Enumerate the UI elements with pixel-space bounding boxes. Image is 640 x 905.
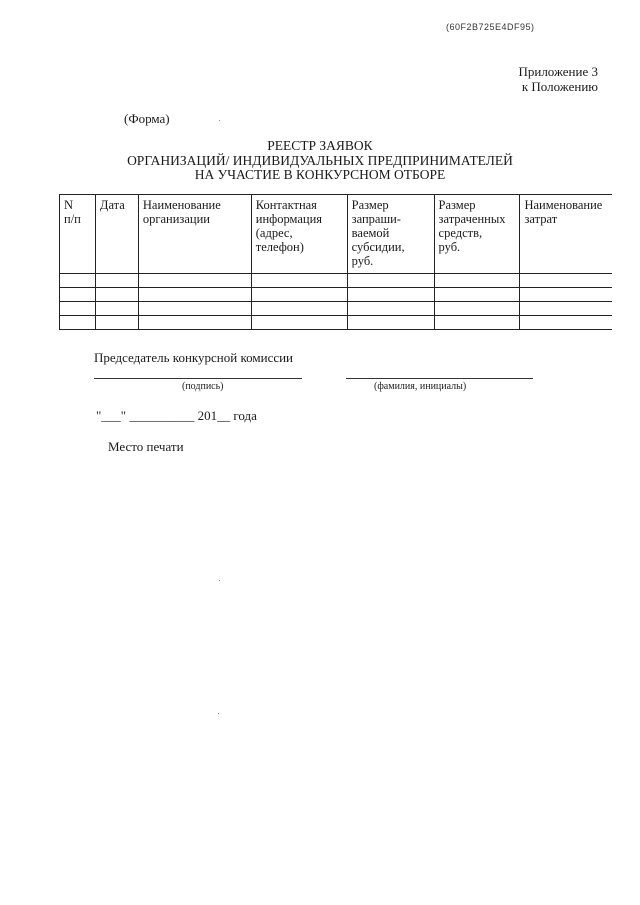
scan-speck	[218, 713, 219, 714]
registry-table	[59, 194, 612, 330]
table-header-cell: Размер запраши- ваемой субсидии, руб.	[347, 195, 434, 274]
table-header-cell: Наименование затрат	[520, 195, 612, 274]
table-cell	[434, 274, 520, 288]
table-cell	[138, 316, 251, 330]
table-cell	[347, 316, 434, 330]
signature-line	[94, 378, 302, 379]
table-cell	[60, 274, 96, 288]
table-cell	[60, 316, 96, 330]
table-cell	[95, 274, 138, 288]
table-cell	[347, 288, 434, 302]
table-cell	[434, 302, 520, 316]
table-row	[60, 288, 613, 302]
appendix-reference	[518, 64, 598, 94]
table-cell	[138, 274, 251, 288]
table-cell	[95, 302, 138, 316]
document-code: (60F2B725E4DF95)	[446, 22, 535, 32]
scan-speck	[219, 120, 220, 121]
table-cell	[520, 274, 612, 288]
table-cell	[95, 316, 138, 330]
name-line	[346, 378, 533, 379]
table-cell	[60, 302, 96, 316]
table-cell	[138, 288, 251, 302]
table-header-cell: Размер затраченных средств, руб.	[434, 195, 520, 274]
document-title	[0, 139, 640, 183]
table-header-cell: Дата	[95, 195, 138, 274]
title-line-1: РЕЕСТР ЗАЯВОК	[267, 138, 373, 153]
table-header-cell: Наименование организации	[138, 195, 251, 274]
table-row	[60, 302, 613, 316]
table-cell	[95, 288, 138, 302]
table-cell	[434, 288, 520, 302]
seal-place-label: Место печати	[108, 439, 184, 454]
table-cell	[60, 288, 96, 302]
table-cell	[347, 302, 434, 316]
title-line-3: НА УЧАСТИЕ В КОНКУРСНОМ ОТБОРЕ	[194, 167, 446, 182]
table-cell	[251, 302, 347, 316]
table-cell	[434, 316, 520, 330]
table-cell	[251, 274, 347, 288]
scan-speck	[219, 580, 220, 581]
table-cell	[251, 288, 347, 302]
signature-caption: (подпись)	[182, 381, 224, 392]
appendix-line-2: к Положению	[521, 79, 598, 94]
date-line: "___" __________ 201__ года	[96, 408, 257, 423]
table-row	[60, 274, 613, 288]
table-cell	[520, 288, 612, 302]
table-cell	[347, 274, 434, 288]
title-line-2: ОРГАНИЗАЦИЙ/ ИНДИВИДУАЛЬНЫХ ПРЕДПРИНИМАТЕЛЕЙ	[127, 152, 513, 168]
table-header-cell: Контактная информация (адрес, телефон)	[251, 195, 347, 274]
table-body	[60, 274, 613, 330]
table-cell	[520, 302, 612, 316]
appendix-line-1: Приложение 3	[518, 64, 598, 79]
table-header-row	[60, 195, 613, 274]
chairman-label: Председатель конкурсной комиссии	[94, 350, 294, 365]
table-header-cell: N п/п	[60, 195, 96, 274]
name-caption: (фамилия, инициалы)	[374, 381, 467, 392]
table-cell	[138, 302, 251, 316]
table-cell	[251, 316, 347, 330]
table-cell	[520, 316, 612, 330]
table-row	[60, 316, 613, 330]
form-label: (Форма)	[124, 111, 170, 126]
